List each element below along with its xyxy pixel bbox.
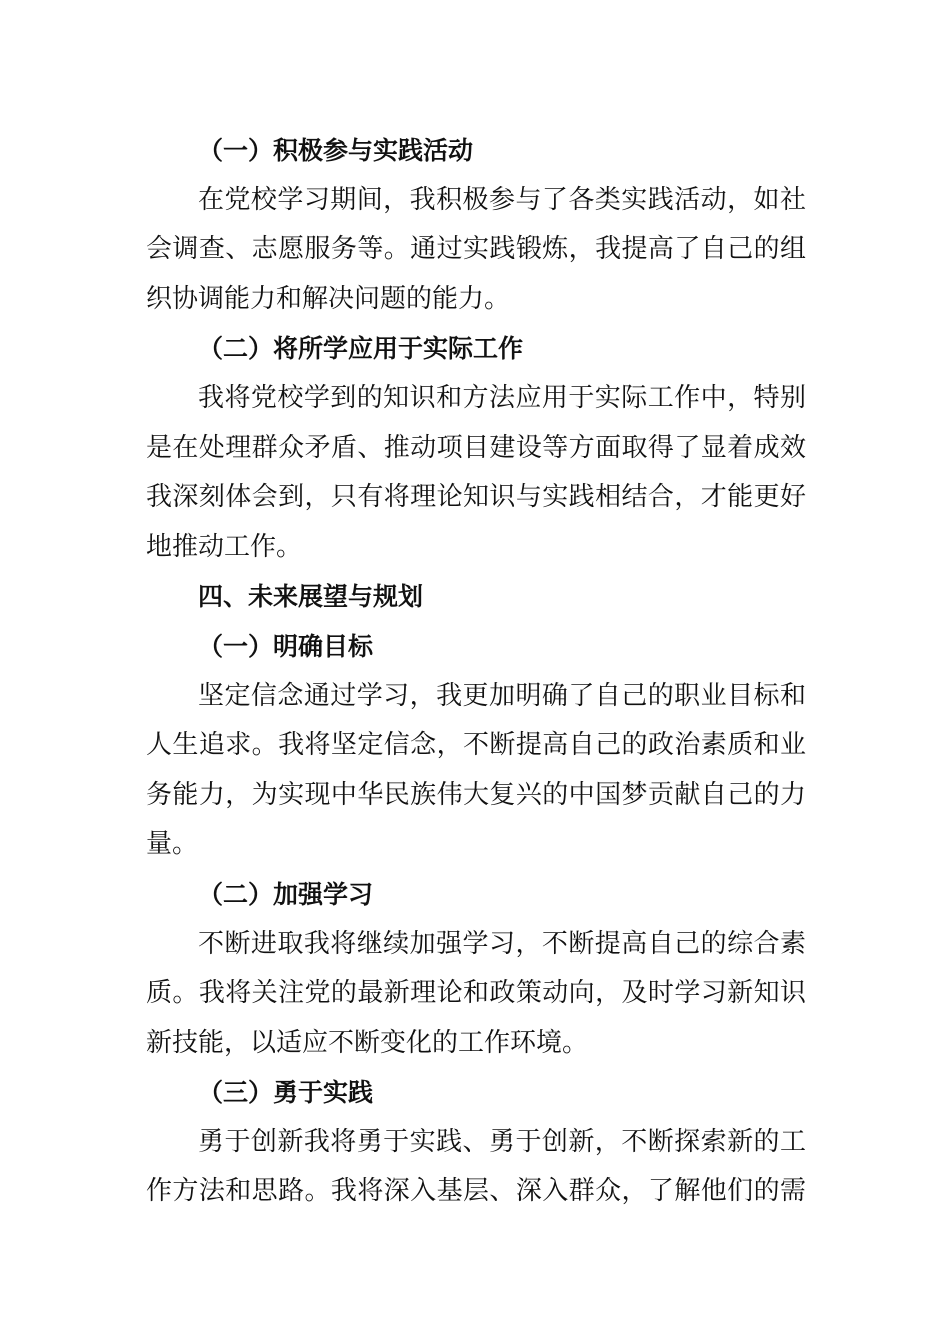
paragraph-line: 质。我将关注党的最新理论和政策动向，及时学习新知识	[146, 978, 806, 1009]
paragraph-line: 勇于创新我将勇于实践、勇于创新，不断探索新的工	[198, 1126, 806, 1157]
subheading-apply-learning: （二）将所学应用于实际工作	[198, 334, 524, 364]
paragraph-line: 我将党校学到的知识和方法应用于实际工作中，特别	[198, 382, 806, 413]
document-body	[146, 126, 806, 1217]
paragraph-line: 量。	[146, 829, 199, 860]
paragraph-line: 会调查、志愿服务等。通过实践锻炼，我提高了自己的组	[146, 234, 806, 265]
paragraph-line: 地推动工作。	[146, 531, 303, 562]
subheading-strengthen-learning: （二）加强学习	[198, 879, 374, 909]
paragraph-line: 不断进取我将继续加强学习，不断提高自己的综合素	[198, 928, 806, 959]
section-heading-future-outlook: 四、未来展望与规划	[198, 582, 424, 612]
paragraph-line: 在党校学习期间，我积极参与了各类实践活动，如社	[198, 184, 806, 215]
paragraph-line: 新技能，以适应不断变化的工作环境。	[146, 1027, 589, 1058]
paragraph-line: 我深刻体会到，只有将理论知识与实践相结合，才能更好	[146, 482, 806, 513]
subheading-practice-activities: （一）积极参与实践活动	[198, 136, 474, 165]
subheading-brave-practice: （三）勇于实践	[198, 1078, 374, 1108]
paragraph-line: 坚定信念通过学习，我更加明确了自己的职业目标和	[198, 680, 806, 711]
subheading-clear-goals: （一）明确目标	[198, 631, 374, 661]
paragraph-line: 人生追求。我将坚定信念，不断提高自己的政治素质和业	[146, 730, 806, 761]
paragraph-line: 是在处理群众矛盾、推动项目建设等方面取得了显着成效	[146, 432, 806, 463]
paragraph-line: 作方法和思路。我将深入基层、深入群众，了解他们的需	[146, 1176, 806, 1207]
paragraph-line: 务能力，为实现中华民族伟大复兴的中国梦贡献自己的力	[146, 779, 806, 810]
paragraph-line: 织协调能力和解决问题的能力。	[146, 283, 511, 314]
